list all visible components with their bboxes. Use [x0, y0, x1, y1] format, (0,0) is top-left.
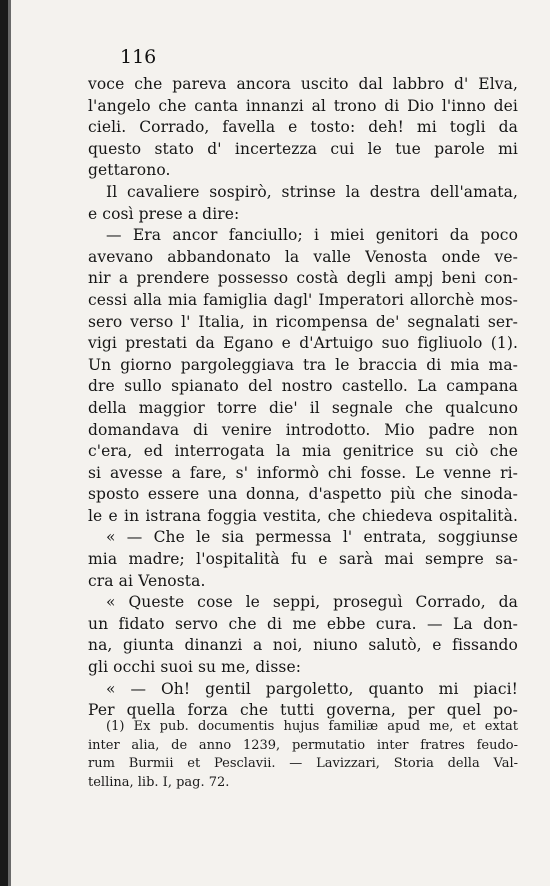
text-line: della maggior torre die' il segnale che qualcuno	[88, 398, 518, 417]
text-line: si avesse a fare, s' informò chi fosse. Le venne ri-	[88, 463, 518, 482]
text-line: avevano abbandonato la valle Venosta onde ve-	[88, 247, 518, 266]
footnote-line: (1) Ex pub. documentis hujus familiæ apud me, et extat	[106, 719, 518, 734]
text-line: Per quella forza che tutti governa, per quel po-	[88, 701, 518, 720]
text-line: Un giorno pargoleggiava tra le braccia di mia ma-	[88, 355, 518, 374]
text-line: « — Che le sia permessa l' entrata, soggiunse	[106, 528, 518, 547]
body-text	[88, 74, 518, 722]
page-binding-edge	[8, 0, 11, 886]
text-line: cieli. Corrado, favella e tosto: deh! mi togli da	[88, 118, 518, 137]
text-line: dre sullo spianato del nostro castello. La campana	[88, 377, 518, 396]
text-line: cessi alla mia famiglia dagl' Imperatori allorchè mos-	[88, 290, 518, 309]
text-line: e così prese a dire:	[88, 204, 240, 223]
text-line: « Queste cose le seppi, proseguì Corrado, da	[106, 593, 518, 612]
text-line: nir a prendere possesso costà degli ampj beni con-	[88, 269, 518, 288]
text-line: na, giunta dinanzi a noi, niuno salutò, e fissando	[88, 636, 518, 655]
text-line: — Era ancor fanciullo; i miei genitori da poco	[106, 226, 518, 245]
text-line: Il cavaliere sospirò, strinse la destra dell'amata,	[106, 182, 518, 201]
footnote-line: inter alia, de anno 1239, permutatio inter fratres feudo-	[88, 737, 518, 753]
text-line: sero verso l' Italia, in ricompensa de' segnalati ser-	[88, 312, 518, 331]
text-line: cra ai Venosta.	[88, 571, 206, 590]
text-line: domandava di venire introdotto. Mio padre non	[88, 420, 518, 439]
text-line: gettarono.	[88, 161, 171, 180]
text-line: questo stato d' incertezza cui le tue parole mi	[88, 139, 518, 158]
text-line: le e in istrana foggia vestita, che chiedeva ospitalità.	[88, 506, 518, 525]
text-line: un fidato servo che di me ebbe cura. — La don-	[88, 614, 518, 633]
text-line: c'era, ed interrogata la mia genitrice su ciò che	[88, 442, 518, 461]
text-line: mia madre; l'ospitalità fu e sarà mai sempre sa-	[88, 550, 518, 569]
text-line: voce che pareva ancora uscito dal labbro d' Elva,	[88, 75, 518, 93]
text-line: « — Oh! gentil pargoletto, quanto mi piaci!	[106, 679, 518, 698]
text-line: vigi prestati da Egano e d'Artuigo suo figliuolo (1).	[88, 334, 518, 353]
text-line: l'angelo che canta innanzi al trono di Dio l'inno dei	[88, 96, 518, 115]
footnote-block	[88, 718, 518, 792]
footnote-line: tellina, lib. I, pag. 72.	[88, 774, 230, 790]
text-line: gli occhi suoi su me, disse:	[88, 658, 302, 677]
main-text-block	[88, 46, 518, 722]
footnote-line: rum Burmii et Pesclavii. — Lavizzari, Storia della Val-	[88, 756, 518, 771]
text-line: sposto essere una donna, d'aspetto più che sinoda-	[88, 485, 518, 504]
page-number: 116	[120, 46, 157, 68]
page-binding-shadow	[0, 0, 8, 886]
